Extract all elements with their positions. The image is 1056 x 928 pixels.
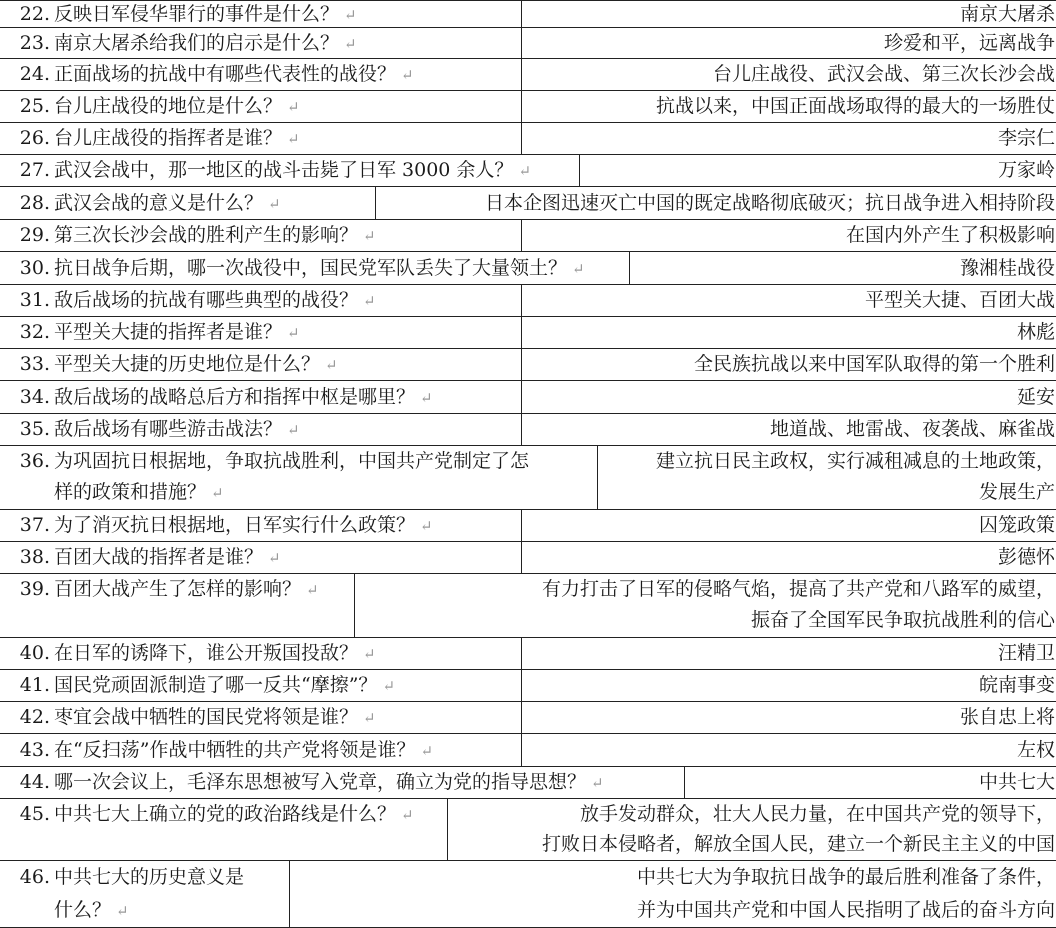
table-row: [0, 91, 1056, 123]
table-row: [0, 799, 1056, 861]
paragraph-mark-icon: ↵: [382, 677, 396, 695]
question-line: 为了消灭抗日根据地，日军实行什么政策？: [54, 514, 416, 536]
column-divider: [579, 155, 580, 186]
question-number: 39.: [19, 578, 50, 600]
answer-line: 豫湘桂战役: [959, 257, 1055, 279]
paragraph-mark-icon: ↵: [591, 774, 604, 792]
table-row: [0, 414, 1056, 446]
question-number: 34.: [19, 386, 50, 408]
answer-text: [526, 317, 1055, 348]
question-line: 国民党顽固派制造了哪一反共“摩擦”？: [54, 674, 378, 696]
question-number: 40.: [19, 642, 50, 664]
question-line: 哪一次会议上，毛泽东思想被写入党章，确立为党的指导思想？: [54, 771, 587, 793]
column-divider: [521, 220, 522, 251]
paragraph-mark-icon: ↵: [420, 389, 433, 407]
question-text: [54, 542, 515, 574]
question-line: 武汉会战的意义是什么？: [54, 192, 264, 214]
answer-text: [526, 734, 1055, 766]
paragraph-mark-icon: ↵: [518, 162, 532, 180]
question-line: 中共七大的历史意义是: [54, 866, 245, 888]
paragraph-mark-icon: ↵: [363, 292, 376, 310]
answer-line: 中共七大为争取抗日战争的最后胜利准备了条件，: [636, 866, 1055, 888]
answer-text: [452, 799, 1055, 859]
answer-text: [526, 123, 1055, 154]
answer-line: 地道战、地雷战、夜袭战、麻雀战: [769, 418, 1055, 440]
answer-line: 有力打击了日军的侵略气焰，提高了共产党和八路军的威望，: [541, 578, 1055, 600]
question-number: 41.: [19, 674, 50, 696]
answer-line: 并为中国共产党和中国人民指明了战后的奋斗方向: [636, 898, 1055, 921]
column-divider: [629, 252, 630, 284]
table-row: [0, 155, 1056, 187]
question-text: [54, 638, 515, 670]
question-line: 南京大屠杀给我们的启示是什么？: [54, 32, 340, 54]
answer-text: [526, 28, 1055, 58]
answer-text: [689, 767, 1055, 798]
table-row: [0, 59, 1056, 91]
question-text: [54, 123, 515, 155]
table-row: [0, 638, 1056, 670]
table-row: [0, 0, 1056, 28]
answer-line: 建立抗日民主政权，实行减租减息的土地政策，: [655, 450, 1055, 472]
question-line: 百团大战产生了怎样的影响？: [54, 578, 302, 600]
question-text: [54, 381, 515, 414]
question-number: 31.: [19, 289, 50, 311]
question-text: [54, 349, 515, 381]
question-line: 样的政策和措施？: [54, 481, 207, 503]
answer-text: [526, 1, 1055, 28]
table-row: [0, 574, 1056, 638]
table-row: [0, 446, 1056, 510]
question-text: [54, 1, 515, 29]
column-divider: [521, 542, 522, 573]
paragraph-mark-icon: ↵: [268, 549, 281, 567]
paragraph-mark-icon: ↵: [363, 645, 376, 663]
question-line: 在“反扫荡”作战中牺牲的共产党将领是谁？: [54, 739, 416, 761]
answer-line: 汪精卫: [997, 642, 1055, 664]
answer-text: [526, 670, 1055, 701]
column-divider: [521, 702, 522, 733]
question-number: 23.: [19, 32, 50, 54]
answer-text: [526, 220, 1055, 251]
answer-line: 左权: [1016, 739, 1055, 761]
question-line: 敌后战场的战略总后方和指挥中枢是哪里？: [54, 386, 416, 408]
question-number: 33.: [19, 353, 50, 375]
paragraph-mark-icon: ↵: [401, 806, 414, 824]
question-line: 平型关大捷的历史地位是什么？: [54, 353, 321, 375]
question-text: [54, 734, 515, 767]
answer-text: [526, 381, 1055, 413]
answer-text: [526, 414, 1055, 445]
question-text: [54, 767, 678, 799]
paragraph-mark-icon: ↵: [287, 421, 300, 439]
table-row: [0, 670, 1056, 702]
question-text: [54, 59, 515, 91]
paragraph-mark-icon: ↵: [420, 742, 434, 760]
column-divider: [354, 574, 355, 637]
paragraph-mark-icon: ↵: [287, 98, 300, 116]
question-text: [54, 414, 515, 446]
table-row: [0, 542, 1056, 574]
answer-line: 珍爱和平，远离战争: [883, 32, 1055, 54]
answer-line: 张自忠上将: [959, 706, 1055, 728]
column-divider: [597, 446, 598, 509]
column-divider: [521, 317, 522, 348]
question-line: 中共七大上确立的党的政治路线是什么？: [54, 803, 397, 825]
question-text: [54, 861, 283, 927]
question-line: 台儿庄战役的指挥者是谁？: [54, 127, 283, 149]
question-text: [54, 28, 515, 59]
question-line: 武汉会战中，那一地区的战斗击毙了日军 3000 余人？: [54, 159, 514, 181]
answer-line: 日本企图迅速灭亡中国的既定战略彻底破灭；抗日战争进入相持阶段: [484, 192, 1055, 214]
question-number: 42.: [19, 706, 50, 728]
question-number: 45.: [19, 803, 50, 825]
question-line: 反映日军侵华罪行的事件是什么？: [54, 3, 340, 25]
paragraph-mark-icon: ↵: [325, 356, 338, 374]
paragraph-mark-icon: ↵: [420, 517, 433, 535]
question-text: [54, 91, 515, 123]
answer-text: [526, 349, 1055, 380]
answer-line: 李宗仁: [997, 127, 1055, 149]
question-number: 28.: [19, 192, 50, 214]
question-text: [54, 799, 441, 830]
answer-line: 中共七大: [978, 771, 1055, 793]
paragraph-mark-icon: ↵: [363, 709, 376, 727]
question-number: 27.: [19, 159, 50, 181]
answer-text: [584, 155, 1055, 186]
column-divider: [521, 285, 522, 316]
question-line: 敌后战场有哪些游击战法？: [54, 418, 283, 440]
answer-line: 平型关大捷、百团大战: [864, 289, 1055, 311]
question-text: [54, 220, 515, 252]
paragraph-mark-icon: ↵: [268, 195, 281, 213]
answer-line: 南京大屠杀: [959, 3, 1055, 25]
column-divider: [447, 799, 448, 860]
question-text: [54, 670, 515, 702]
question-number: 25.: [19, 95, 50, 117]
question-line: 在日军的诱降下，谁公开叛国投敌？: [54, 642, 359, 664]
column-divider: [684, 767, 685, 798]
answer-text: [526, 542, 1055, 573]
table-row: [0, 252, 1056, 285]
question-number: 37.: [19, 514, 50, 536]
question-line: 百团大战的指挥者是谁？: [54, 546, 264, 568]
question-text: [54, 702, 515, 734]
paragraph-mark-icon: ↵: [344, 35, 357, 53]
answer-line: 皖南事变: [978, 674, 1055, 696]
column-divider: [521, 414, 522, 445]
table-row: [0, 28, 1056, 59]
answer-text: [526, 59, 1055, 90]
question-number: 26.: [19, 127, 50, 149]
column-divider: [375, 187, 376, 219]
question-line: 抗日战争后期，哪一次战役中，国民党军队丢失了大量领土？: [54, 257, 568, 279]
answer-text: [634, 252, 1055, 284]
question-number: 29.: [19, 224, 50, 246]
column-divider: [521, 670, 522, 701]
question-number: 43.: [19, 739, 50, 761]
paragraph-mark-icon: ↵: [572, 260, 585, 278]
table-row: [0, 734, 1056, 767]
answer-text: [526, 702, 1055, 733]
answer-line: 振奋了全国军民争取抗战胜利的信心: [750, 609, 1055, 631]
question-text: [54, 285, 515, 317]
question-line: 什么？: [54, 898, 112, 921]
answer-line: 发展生产: [978, 481, 1055, 503]
paragraph-mark-icon: ↵: [363, 227, 376, 245]
question-text: [54, 252, 623, 285]
paragraph-mark-icon: ↵: [287, 324, 300, 342]
question-number: 35.: [19, 418, 50, 440]
column-divider: [521, 349, 522, 380]
answer-line: 抗战以来，中国正面战场取得的最大的一场胜仗: [655, 95, 1055, 117]
paragraph-mark-icon: ↵: [344, 6, 357, 24]
answer-line: 彭德怀: [997, 546, 1055, 568]
table-row: [0, 381, 1056, 414]
question-line: 平型关大捷的指挥者是谁？: [54, 321, 283, 343]
question-number: 22.: [19, 3, 50, 25]
column-divider: [521, 28, 522, 58]
question-line: 第三次长沙会战的胜利产生的影响？: [54, 224, 359, 246]
answer-text: [526, 285, 1055, 316]
table-row: [0, 861, 1056, 928]
column-divider: [521, 510, 522, 541]
answer-line: 放手发动群众，壮大人民力量，在中国共产党的领导下，: [579, 803, 1055, 825]
answer-text: [602, 446, 1055, 508]
question-line: 为巩固抗日根据地，争取抗战胜利，中国共产党制定了怎: [54, 450, 530, 472]
question-text: [54, 446, 591, 509]
question-number: 32.: [19, 321, 50, 343]
column-divider: [521, 1, 522, 27]
table-row: [0, 285, 1056, 317]
paragraph-mark-icon: ↵: [401, 66, 414, 84]
column-divider: [521, 734, 522, 766]
answer-text: [380, 187, 1055, 219]
question-number: 36.: [19, 450, 50, 472]
answer-line: 万家岭: [997, 159, 1055, 181]
answer-line: 打败日本侵略者，解放全国人民，建立一个新民主主义的中国: [541, 833, 1055, 855]
table-row: [0, 220, 1056, 252]
answer-line: 台儿庄战役、武汉会战、第三次长沙会战: [712, 63, 1055, 85]
answer-text: [359, 574, 1055, 636]
column-divider: [289, 861, 290, 927]
question-text: [54, 187, 369, 220]
question-line: 敌后战场的抗战有哪些典型的战役？: [54, 289, 359, 311]
answer-text: [526, 91, 1055, 122]
paragraph-mark-icon: ↵: [287, 130, 300, 148]
answer-line: 囚笼政策: [978, 514, 1055, 536]
column-divider: [521, 381, 522, 413]
table-row: [0, 349, 1056, 381]
question-number: 44.: [19, 771, 50, 793]
question-line: 台儿庄战役的地位是什么？: [54, 95, 283, 117]
table-row: [0, 187, 1056, 220]
question-text: [54, 155, 573, 187]
table-row: [0, 767, 1056, 799]
table-row: [0, 123, 1056, 155]
answer-line: 林彪: [1016, 321, 1055, 343]
table-row: [0, 317, 1056, 349]
table-row: [0, 702, 1056, 734]
paragraph-mark-icon: ↵: [116, 901, 129, 920]
column-divider: [521, 91, 522, 122]
answer-line: 延安: [1016, 386, 1055, 408]
question-text: [54, 574, 348, 606]
column-divider: [521, 123, 522, 154]
answer-line: 全民族抗战以来中国军队取得的第一个胜利: [693, 353, 1055, 375]
question-number: 24.: [19, 63, 50, 85]
column-divider: [521, 59, 522, 90]
question-text: [54, 317, 515, 349]
paragraph-mark-icon: ↵: [306, 581, 319, 599]
answer-text: [526, 510, 1055, 541]
answer-text: [294, 861, 1055, 926]
answer-line: 在国内外产生了积极影响: [845, 224, 1055, 246]
question-line: 正面战场的抗战中有哪些代表性的战役？: [54, 63, 397, 85]
question-text: [54, 510, 515, 542]
question-number: 30.: [19, 257, 50, 279]
table-row: [0, 510, 1056, 542]
question-number: 38.: [19, 546, 50, 568]
paragraph-mark-icon: ↵: [211, 484, 224, 502]
column-divider: [521, 638, 522, 669]
question-line: 枣宜会战中牺牲的国民党将领是谁？: [54, 706, 359, 728]
question-number: 46.: [19, 866, 50, 888]
answer-text: [526, 638, 1055, 669]
